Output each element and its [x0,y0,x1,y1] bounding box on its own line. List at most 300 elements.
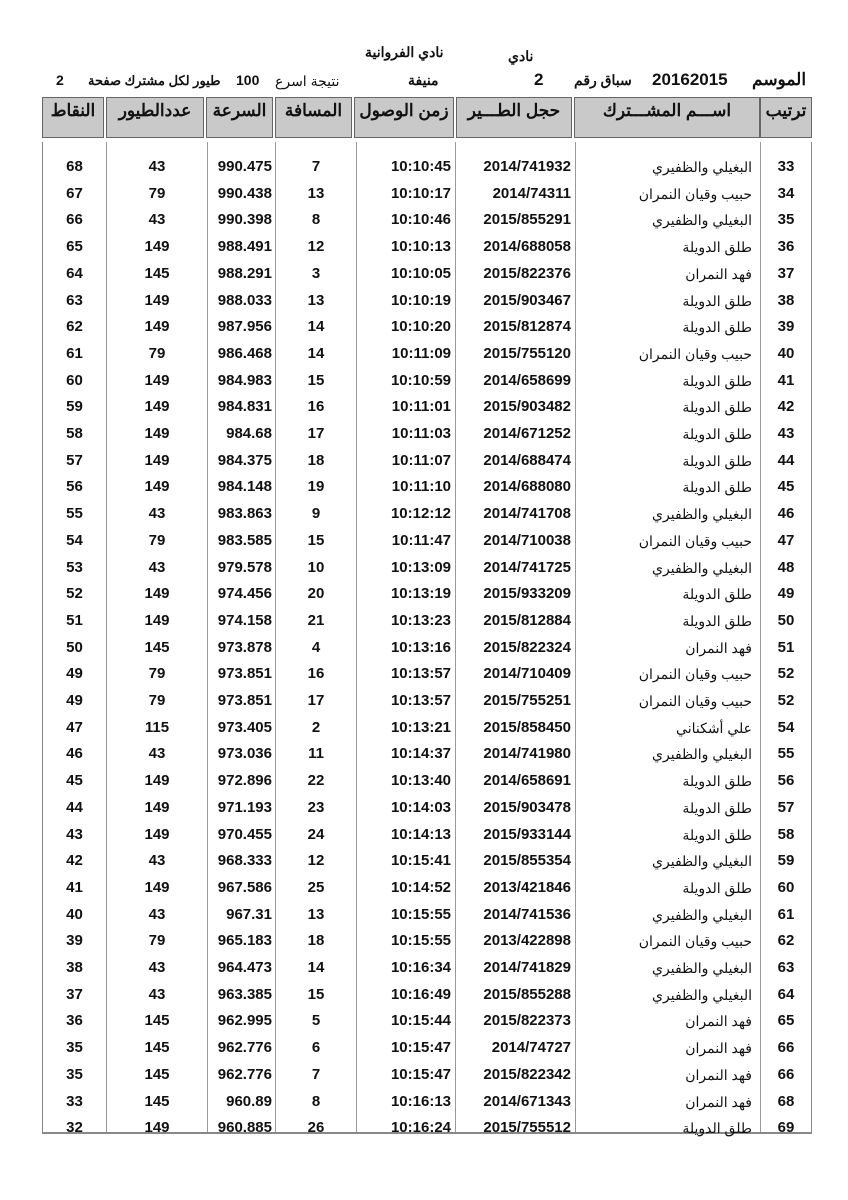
distance-cell: 17 [307,425,325,442]
table-row [43,154,811,180]
rank-cell: 48 [777,558,795,576]
speed-cell: 987.956 [217,318,272,336]
ring-cell: 2015/855354 [483,852,571,870]
table-row [43,875,811,901]
ring-cell: 2014/671252 [483,425,571,442]
name-cell: البغيلي والظفيري [652,986,752,1003]
fastest-label: نتيجة اسرع [275,73,340,89]
speed-cell: 990.398 [217,211,272,229]
ring-cell: 2015/755120 [483,344,571,362]
ring-cell: 2015/903467 [483,291,571,309]
col-distance: المسافة [275,97,352,138]
points-cell: 33 [66,1092,83,1110]
name-cell: البغيلي والظفيري [652,853,752,870]
speed-cell: 972.896 [217,772,272,790]
name-cell: حبيب وقيان النمران [638,345,752,362]
time-cell: 10:13:19 [390,585,451,603]
points-cell: 42 [66,852,83,870]
points-cell: 47 [66,718,83,736]
birds-cell: 149 [144,825,170,843]
distance-cell: 20 [307,585,325,603]
birds-cell: 43 [148,852,166,870]
birds-cell: 149 [144,611,170,629]
speed-cell: 963.385 [217,985,272,1003]
points-cell: 37 [66,985,83,1003]
name-cell: البغيلي والظفيري [652,159,752,175]
table-row [43,581,811,607]
distance-cell: 5 [311,1012,321,1030]
distance-cell: 15 [307,985,325,1003]
points-cell: 68 [66,158,83,175]
table-row [43,181,811,207]
table-row [43,928,811,954]
name-cell: طلق الدويلة [682,319,752,336]
table-row [43,822,811,848]
rank-cell: 34 [777,184,795,202]
name-cell: البغيلي والظفيري [652,559,752,576]
points-cell: 62 [66,318,83,336]
rank-cell: 33 [777,158,795,175]
race-number: 2 [534,70,544,89]
name-cell: فهد النمران [685,639,752,656]
distance-cell: 13 [307,291,325,309]
ring-cell: 2015/822342 [483,1065,571,1083]
table-row [43,608,811,634]
table-row [43,982,811,1008]
time-cell: 10:10:46 [390,211,451,229]
speed-cell: 973.851 [217,665,272,683]
points-cell: 64 [66,264,83,282]
birds-cell: 149 [144,878,170,896]
birds-cell: 149 [144,291,170,309]
distance-cell: 7 [311,158,321,175]
birds-cell: 149 [144,238,170,256]
birds-cell: 43 [148,905,166,923]
speed-cell: 986.468 [217,344,272,362]
time-cell: 10:10:45 [390,158,451,175]
ring-cell: 2015/755251 [483,692,571,709]
table-row [43,474,811,500]
rank-cell: 59 [777,852,795,870]
rank-cell: 36 [777,238,795,256]
name-cell: حبيب وقيان النمران [638,693,752,709]
distance-cell: 18 [307,932,325,950]
distance-cell: 13 [307,905,325,923]
ring-cell: 2014/741829 [483,959,571,976]
name-cell: طلق الدويلة [682,292,752,309]
speed-cell: 962.995 [217,1012,272,1030]
distance-cell: 9 [311,505,321,523]
time-cell: 10:16:49 [390,985,451,1003]
time-cell: 10:11:03 [391,425,451,442]
speed-cell: 988.491 [217,238,272,256]
points-cell: 45 [66,772,83,790]
club-label: نادي [508,48,534,64]
rank-cell: 58 [777,825,795,843]
speed-cell: 973.036 [217,745,272,763]
points-cell: 60 [66,371,83,389]
ring-cell: 2014/741932 [483,158,571,175]
time-cell: 10:15:55 [390,905,451,923]
time-cell: 10:16:13 [390,1092,451,1110]
time-cell: 10:13:57 [390,665,451,683]
season-label: الموسم [752,70,807,89]
name-cell: طلق الدويلة [682,826,752,843]
name-cell: طلق الدويلة [682,1120,752,1137]
speed-cell: 983.585 [217,531,272,549]
time-cell: 10:10:13 [390,238,451,256]
ring-cell: 2015/822373 [483,1012,571,1030]
rank-cell: 56 [777,772,795,790]
table-row [43,741,811,767]
ring-cell: 2014/710409 [483,665,571,683]
birds-cell: 43 [148,211,166,229]
distance-cell: 14 [307,959,325,976]
rank-cell: 44 [777,451,795,469]
time-cell: 10:14:03 [390,798,451,816]
distance-cell: 12 [307,238,325,256]
col-rank: ترتيب [760,97,812,138]
birds-cell: 145 [144,1012,170,1030]
points-cell: 56 [66,478,83,496]
rank-cell: 63 [777,959,795,976]
time-cell: 10:10:19 [390,291,451,309]
ring-cell: 2014/671343 [483,1092,571,1110]
rank-cell: 55 [777,745,795,763]
rank-cell: 66 [777,1039,795,1057]
name-cell: البغيلي والظفيري [652,960,752,976]
ring-cell: 2014/710038 [483,531,571,549]
points-cell: 36 [66,1012,83,1030]
rank-cell: 42 [777,398,795,416]
birds-cell: 79 [148,932,166,950]
ring-cell: 2014/74727 [491,1039,571,1057]
time-cell: 10:13:57 [390,692,451,709]
points-cell: 59 [66,398,83,416]
birds-cell: 149 [144,772,170,790]
table-row [43,955,811,981]
distance-cell: 11 [308,745,324,763]
rank-cell: 64 [777,985,795,1003]
points-cell: 63 [66,291,83,309]
time-cell: 10:11:09 [391,344,451,362]
ring-cell: 2014/741708 [483,505,571,523]
points-cell: 46 [66,745,83,763]
name-cell: حبيب وقيان النمران [638,532,752,549]
rank-cell: 65 [777,1012,795,1030]
time-cell: 10:11:01 [391,398,451,416]
speed-cell: 988.291 [217,264,272,282]
birds-cell: 43 [148,505,166,523]
table-row [43,635,811,661]
name-cell: علي أشكناني [676,719,752,736]
rank-cell: 50 [777,611,795,629]
points-cell: 35 [66,1065,83,1083]
rank-cell: 46 [777,505,795,523]
speed-cell: 984.148 [217,478,272,496]
ring-cell: 2015/903482 [483,398,571,416]
distance-cell: 7 [311,1065,321,1083]
time-cell: 10:16:24 [390,1119,451,1137]
table-row [43,394,811,420]
time-cell: 10:10:59 [390,371,451,389]
birds-cell: 79 [148,344,166,362]
speed-cell: 971.193 [217,798,272,816]
time-cell: 10:14:37 [390,745,451,763]
distance-cell: 16 [307,398,325,416]
speed-cell: 990.475 [217,158,272,175]
speed-cell: 974.456 [217,585,272,603]
speed-cell: 967.31 [226,905,272,923]
time-cell: 10:10:17 [390,184,451,202]
distance-cell: 2 [311,718,321,736]
speed-cell: 962.776 [217,1065,272,1083]
rank-cell: 40 [777,344,795,362]
points-cell: 51 [66,611,83,629]
table-row [43,1089,811,1115]
ring-cell: 2014/658691 [483,772,571,790]
name-cell: البغيلي والظفيري [652,212,752,229]
points-cell: 50 [66,638,83,656]
time-cell: 10:11:10 [391,478,451,496]
distance-cell: 17 [307,692,325,709]
col-speed: السرعة [206,97,273,138]
points-cell: 49 [66,692,83,709]
time-cell: 10:13:23 [390,611,451,629]
name-cell: طلق الدويلة [682,586,752,603]
name-cell: حبيب وقيان النمران [638,933,752,950]
speed-cell: 970.455 [217,825,272,843]
birds-cell: 145 [144,1092,170,1110]
speed-cell: 962.776 [217,1039,272,1057]
distance-cell: 25 [307,878,325,896]
name-cell: طلق الدويلة [682,799,752,816]
birds-cell: 149 [144,425,170,442]
speed-cell: 967.586 [217,878,272,896]
birds-cell: 145 [144,1039,170,1057]
rank-cell: 47 [777,531,795,549]
table-row [43,902,811,928]
points-cell: 52 [66,585,83,603]
name-cell: فهد النمران [685,1013,752,1030]
birds-cell: 79 [148,531,166,549]
time-cell: 10:15:44 [390,1012,451,1030]
birds-cell: 115 [144,718,170,736]
time-cell: 10:10:05 [390,264,451,282]
points-cell: 40 [66,905,83,923]
club-name: نادي الفروانية [365,44,444,60]
distance-cell: 23 [307,798,325,816]
points-cell: 38 [66,959,83,976]
rank-cell: 69 [777,1119,795,1137]
per-member-label: طيور لكل مشترك صفحة [88,73,221,88]
ring-cell: 2015/822324 [483,638,571,656]
birds-cell: 79 [148,692,166,709]
rank-cell: 66 [777,1065,795,1083]
name-cell: فهد النمران [685,1066,752,1083]
speed-cell: 988.033 [217,291,272,309]
race-label: سباق رقم [574,72,632,88]
time-cell: 10:11:07 [391,451,451,469]
distance-cell: 8 [311,211,321,229]
distance-cell: 21 [307,611,325,629]
table-row [43,288,811,314]
time-cell: 10:13:09 [390,558,451,576]
birds-cell: 149 [144,798,170,816]
points-cell: 43 [66,825,83,843]
name-cell: طلق الدويلة [682,399,752,416]
ring-cell: 2015/933209 [483,585,571,603]
season-value: 20162015 [652,70,728,89]
points-cell: 49 [66,665,83,683]
birds-cell: 145 [144,638,170,656]
time-cell: 10:15:55 [390,932,451,950]
table-row [43,555,811,581]
rank-cell: 45 [777,478,795,496]
ring-cell: 2015/855288 [483,985,571,1003]
rank-cell: 60 [777,878,795,896]
distance-cell: 15 [307,371,325,389]
ring-cell: 2015/855291 [483,211,571,229]
time-cell: 10:13:16 [390,638,451,656]
name-cell: طلق الدويلة [682,426,752,442]
birds-cell: 149 [144,478,170,496]
ring-cell: 2015/812884 [483,611,571,629]
ring-cell: 2015/812874 [483,318,571,336]
col-name: اســـم المشـــترك [574,97,760,138]
table-row [43,421,811,447]
birds-cell: 149 [144,398,170,416]
col-ring: حجل الطـــير [456,97,572,138]
rank-cell: 39 [777,318,795,336]
distance-cell: 15 [307,531,325,549]
table-row [43,1115,811,1141]
table-row [43,528,811,554]
table-row [43,261,811,287]
name-cell: البغيلي والظفيري [652,746,752,763]
table-row [43,368,811,394]
points-cell: 44 [66,798,83,816]
name-cell: فهد النمران [685,1093,752,1110]
speed-cell: 984.375 [217,451,272,469]
rank-cell: 54 [777,718,795,736]
distance-cell: 16 [307,665,325,683]
table-row [43,1035,811,1061]
location: منيفة [408,72,439,88]
ring-cell: 2014/688080 [483,478,571,496]
distance-cell: 3 [311,264,321,282]
table-row [43,688,811,714]
ring-cell: 2014/688474 [483,451,571,469]
name-cell: فهد النمران [685,1040,752,1057]
ring-cell: 2015/933144 [483,825,571,843]
table-row [43,1008,811,1034]
speed-cell: 973.851 [217,692,272,709]
col-points: النقاط [42,97,104,138]
time-cell: 10:13:40 [390,772,451,790]
rank-cell: 49 [777,585,795,603]
table-row [43,234,811,260]
rank-cell: 43 [777,425,795,442]
table-row [43,314,811,340]
time-cell: 10:14:13 [390,825,451,843]
points-cell: 53 [66,558,83,576]
distance-cell: 8 [311,1092,321,1110]
distance-cell: 12 [307,852,325,870]
time-cell: 10:16:34 [390,959,451,976]
birds-cell: 43 [148,158,166,175]
birds-cell: 43 [148,985,166,1003]
points-cell: 61 [66,344,83,362]
fastest-count: 100 [236,72,260,88]
speed-cell: 979.578 [217,558,272,576]
speed-cell: 984.983 [217,371,272,389]
name-cell: طلق الدويلة [682,239,752,256]
table-body [42,142,812,1137]
time-cell: 10:12:12 [390,505,451,523]
points-cell: 57 [66,451,83,469]
table-row [43,448,811,474]
time-cell: 10:14:52 [390,878,451,896]
birds-cell: 145 [144,1065,170,1083]
birds-cell: 43 [148,558,166,576]
rank-cell: 41 [777,371,795,389]
name-cell: طلق الدويلة [682,452,752,469]
table-row [43,501,811,527]
table-row [43,848,811,874]
speed-cell: 960.885 [217,1119,272,1137]
time-cell: 10:15:47 [390,1065,451,1083]
points-cell: 58 [66,425,83,442]
name-cell: طلق الدويلة [682,612,752,629]
speed-cell: 973.878 [217,638,272,656]
table-row [43,795,811,821]
rank-cell: 61 [777,905,795,923]
speed-cell: 968.333 [217,852,272,870]
table-header [42,97,812,140]
time-cell: 10:10:20 [390,318,451,336]
speed-cell: 983.863 [217,505,272,523]
col-birds: عددالطيور [106,97,204,138]
rank-cell: 37 [777,264,795,282]
ring-cell: 2015/822376 [483,264,571,282]
table-row [43,715,811,741]
name-cell: طلق الدويلة [682,773,752,790]
ring-cell: 2014/688058 [483,238,571,256]
ring-cell: 2014/741980 [483,745,571,763]
speed-cell: 973.405 [217,718,272,736]
ring-cell: 2013/422898 [483,932,571,950]
time-cell: 10:11:47 [391,531,451,549]
rank-cell: 51 [777,638,795,656]
name-cell: فهد النمران [685,265,752,282]
points-cell: 65 [66,238,83,256]
distance-cell: 26 [307,1119,325,1137]
name-cell: البغيلي والظفيري [652,506,752,523]
distance-cell: 19 [307,478,325,496]
name-cell: طلق الدويلة [682,479,752,496]
distance-cell: 6 [311,1039,321,1057]
page-number: 2 [56,72,64,88]
ring-cell: 2014/741536 [483,905,571,923]
table-row [43,1062,811,1088]
time-cell: 10:15:41 [390,852,451,870]
birds-cell: 149 [144,1119,170,1137]
speed-cell: 984.68 [226,425,272,442]
birds-cell: 43 [148,745,166,763]
rank-cell: 52 [777,692,795,709]
ring-cell: 2013/421846 [483,878,571,896]
